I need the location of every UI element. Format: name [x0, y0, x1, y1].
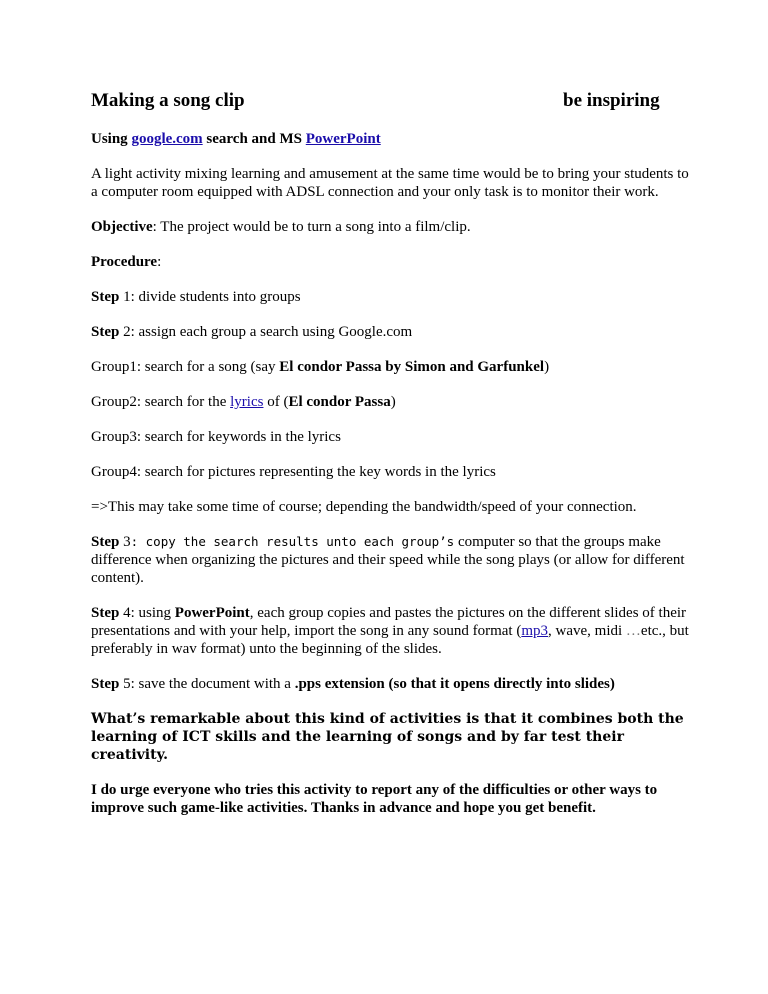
- objective-paragraph: [91, 218, 691, 236]
- remark-paragraph: What’s remarkable about this kind of activities is that it combines both the learning of ICT skills and the learning of songs and by far test their creativity.: [91, 711, 684, 763]
- objective-label: Objective: [91, 219, 153, 235]
- step3-text: computer so that the groups make difference when organizing the pictures and their speed while the song plays (or allow for different content).: [91, 534, 685, 586]
- step4-text3: , wave, midi: [548, 623, 626, 639]
- document-page: [91, 88, 691, 817]
- group1-paragraph: [91, 358, 691, 376]
- intro-paragraph: A light activity mixing learning and amusement at the same time would be to bring your students to a computer room equipped with ADSL connection and your only task is to monitor their work.: [91, 166, 689, 200]
- group1-suffix: ): [544, 359, 550, 375]
- step4-ellipsis: …: [625, 623, 641, 639]
- step4-text2: , each group copies and pastes the pictures on the different slides of their presentations and with your help, import the song in any sound format (: [91, 605, 687, 639]
- note-paragraph: =>This may take some time of course; depending the bandwidth/speed of your connection.: [91, 499, 637, 515]
- step1-text: 1: divide students into groups: [119, 289, 301, 305]
- group2-paragraph: [91, 393, 691, 411]
- procedure-heading: [91, 253, 691, 271]
- step3-label: Step: [91, 534, 120, 550]
- step1-paragraph: [91, 288, 691, 306]
- closing-paragraph: I do urge everyone who tries this activity to report any of the difficulties or other ways to improve such game-like activities. Thanks in advance and hope you get benefit.: [91, 782, 658, 816]
- group2-prefix: Group2: search for the: [91, 394, 231, 410]
- step4-text1: 4: using: [119, 605, 175, 621]
- step4-label: Step: [91, 605, 120, 621]
- group1-song: El condor Passa by Simon and Garfunkel: [279, 359, 545, 375]
- step5-paragraph: [91, 675, 691, 693]
- group2-suffix: ): [390, 394, 396, 410]
- step2-paragraph: [91, 323, 691, 341]
- subtitle: [91, 130, 691, 148]
- title-tagline: be inspiring: [563, 90, 660, 111]
- step3-num: 3: [119, 534, 131, 550]
- step5-extension: .pps extension (so that it opens directly into slides): [294, 676, 615, 692]
- group3-paragraph: Group3: search for keywords in the lyrics: [91, 429, 341, 445]
- group2-song: El condor Passa: [288, 394, 391, 410]
- step5-label: Step: [91, 676, 120, 692]
- group1-prefix: Group1: search for a song (say: [91, 359, 280, 375]
- step3-paragraph: [91, 533, 691, 587]
- step4-text4: etc., but preferably in wav format) unto the beginning of the slides.: [91, 623, 689, 657]
- mp3-link[interactable]: mp3: [521, 623, 549, 639]
- step1-label: Step: [91, 289, 120, 305]
- step4-powerpoint: PowerPoint: [174, 605, 250, 621]
- procedure-suffix: :: [157, 254, 162, 270]
- powerpoint-link[interactable]: PowerPoint: [305, 131, 381, 147]
- group2-middle: of (: [263, 394, 289, 410]
- objective-text: : The project would be to turn a song into a film/clip.: [152, 219, 471, 235]
- step2-label: Step: [91, 324, 120, 340]
- step5-text: 5: save the document with a: [119, 676, 295, 692]
- title-row: [91, 88, 691, 114]
- lyrics-link[interactable]: lyrics: [230, 394, 264, 410]
- procedure-label: Procedure: [91, 254, 158, 270]
- subtitle-prefix: Using: [91, 131, 132, 147]
- subtitle-middle: search and MS: [202, 131, 306, 147]
- step4-paragraph: [91, 604, 691, 658]
- step3-mono: : copy the search results unto each group’s: [130, 534, 455, 549]
- step2-text: 2: assign each group a search using Google.com: [119, 324, 413, 340]
- google-link[interactable]: google.com: [131, 131, 203, 147]
- group4-paragraph: Group4: search for pictures representing the key words in the lyrics: [91, 464, 496, 480]
- page-title: Making a song clip: [91, 90, 245, 111]
